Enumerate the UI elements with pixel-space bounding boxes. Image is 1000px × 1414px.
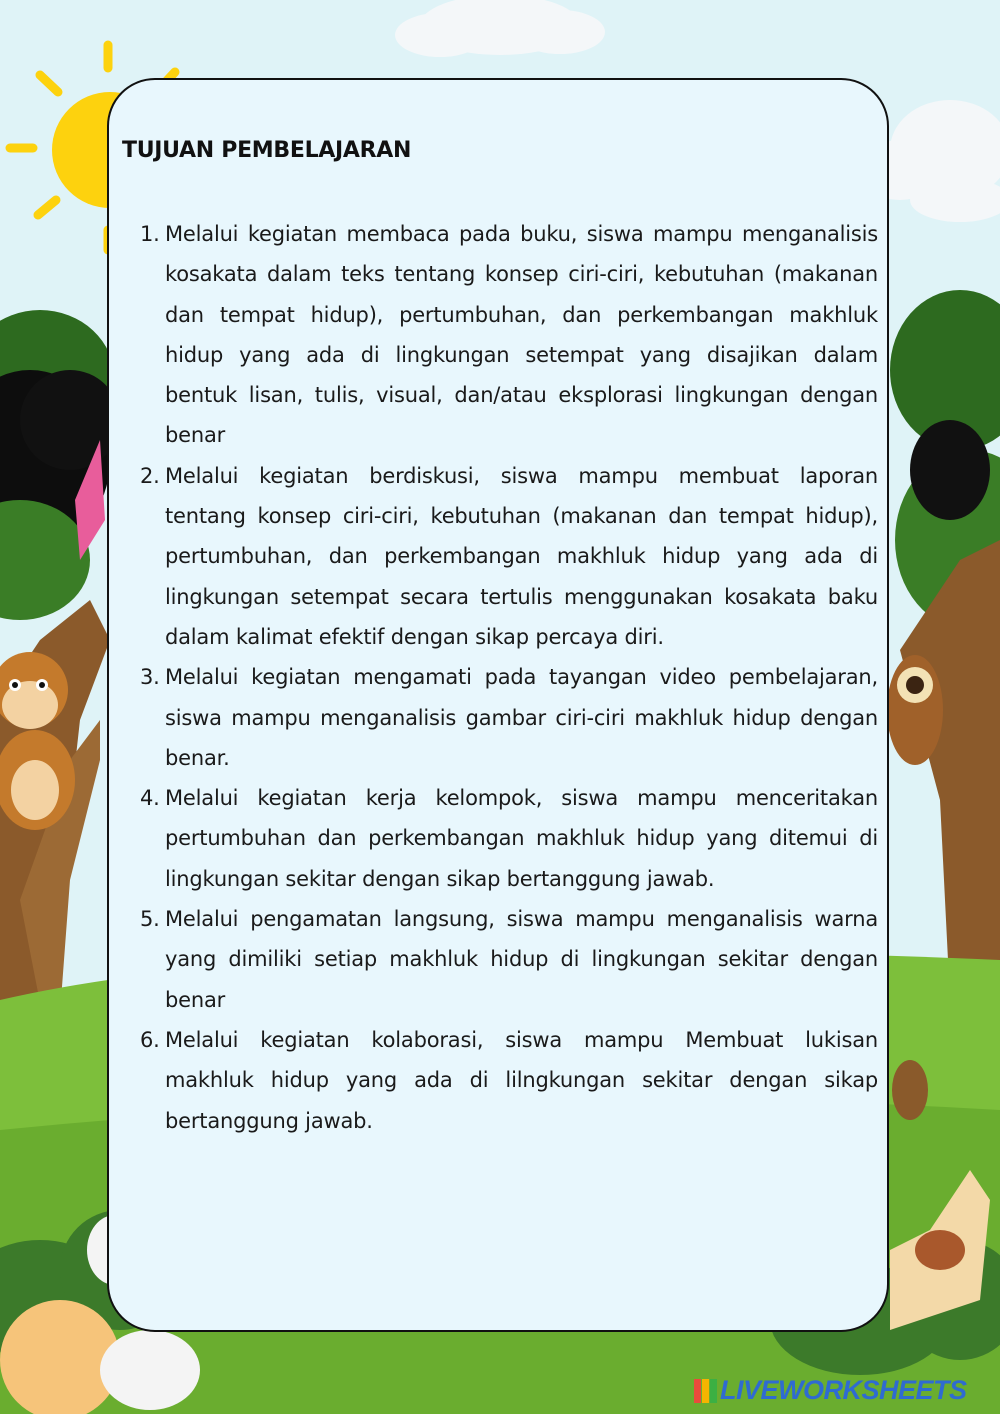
item-number: 4. — [140, 786, 160, 811]
list-item — [140, 1020, 878, 1141]
page-title: TUJUAN PEMBELAJARAN — [122, 138, 412, 163]
list-item — [140, 214, 878, 456]
list-item — [140, 456, 878, 657]
brand-text: LIVEWORKSHEETS — [720, 1375, 967, 1405]
item-number: 3. — [140, 665, 160, 690]
item-text: Melalui kegiatan kerja kelompok, siswa mampu menceritakan pertumbuhan dan perkembangan makhluk hidup yang ditemui di lingkungan sekitar dengan sikap bertanggung jawab. — [165, 786, 878, 891]
item-number: 2. — [140, 463, 160, 488]
item-text: Melalui kegiatan membaca pada buku, siswa mampu menganalisis kosakata dalam teks tentang konsep ciri-ciri, kebutuhan (makanan dan tempat hidup), pertumbuhan, dan perkembangan makhluk hidup yang ada di lingkungan setempat yang disajikan dalam bentuk lisan, tulis, visual, dan/atau eksplorasi lingkungan dengan benar — [165, 222, 878, 448]
item-text: Melalui pengamatan langsung, siswa mampu menganalisis warna yang dimiliki setiap makhluk hidup di lingkungan sekitar dengan benar — [165, 907, 878, 1012]
item-text: Melalui kegiatan mengamati pada tayangan video pembelajaran, siswa mampu menganalisis gambar ciri-ciri makhluk hidup dengan benar. — [165, 665, 878, 770]
item-text: Melalui kegiatan kolaborasi, siswa mampu Membuat lukisan makhluk hidup yang ada di lilngkungan sekitar dengan sikap bertanggung jawab. — [165, 1027, 878, 1133]
liveworksheets-brand-link[interactable] — [694, 1375, 967, 1406]
owl-illustration — [887, 655, 943, 765]
list-item — [140, 778, 878, 899]
liveworksheets-logo-icon — [694, 1379, 718, 1403]
item-number: 1. — [140, 222, 160, 246]
item-text: Melalui kegiatan berdiskusi, siswa mampu membuat laporan tentang konsep ciri-ciri, kebutuhan (makanan dan tempat hidup), pertumbuhan, dan perkembangan makhluk hidup yang ada di lingkungan setempat secara tertulis menggunakan kosakata baku dalam kalimat efektif dengan sikap percaya diri. — [165, 463, 878, 649]
list-item — [140, 657, 878, 778]
item-number: 5. — [140, 907, 160, 932]
list-item — [140, 899, 878, 1020]
item-number: 6. — [140, 1027, 160, 1052]
squirrel-illustration — [892, 1060, 928, 1120]
learning-objectives-list — [140, 214, 878, 1141]
